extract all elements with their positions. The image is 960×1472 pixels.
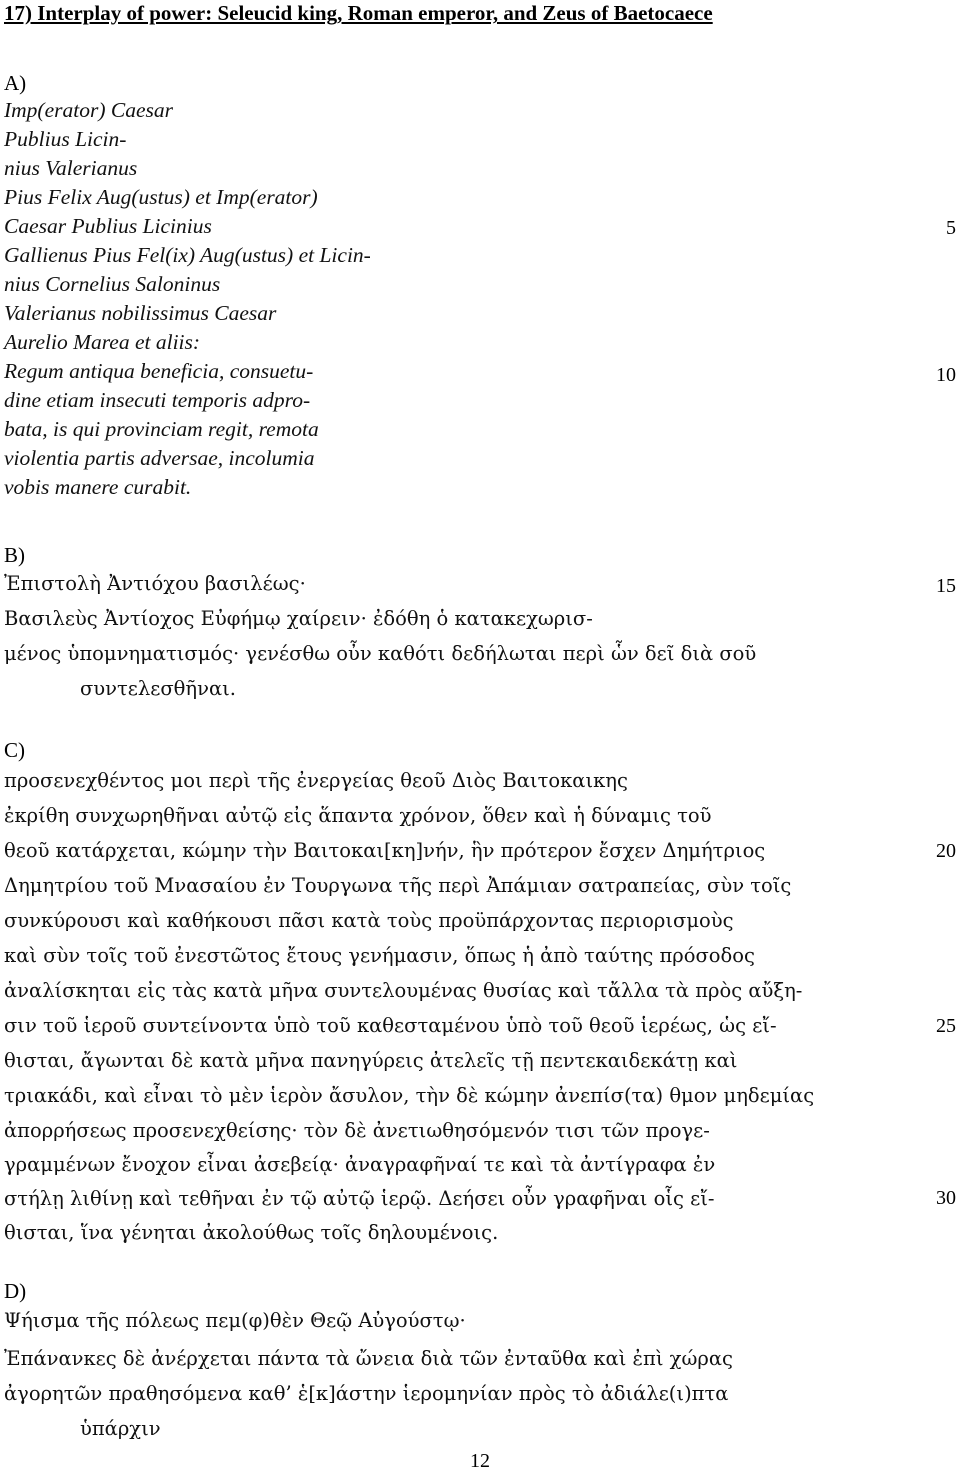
section-a-line: Valerianus nobilissimus Caesar [4, 301, 277, 325]
section-c-line: προσενεχθέντος μοι περὶ τῆς ἐνεργείας θεοῦ Διὸς Βαιτοκαικης [4, 769, 628, 792]
section-a-line: Regum antiqua beneficia, consuetu- [4, 359, 314, 383]
document-heading: 17) Interplay of power: Seleucid king, Roman emperor, and Zeus of Baetocaece [4, 1, 713, 25]
section-c-label: C) [4, 738, 25, 762]
margin-line-number: 5 [946, 217, 956, 239]
section-b-line: συντελεσθῆναι. [80, 677, 236, 700]
margin-line-number: 25 [936, 1015, 956, 1037]
section-a-line: Caesar Publius Licinius [4, 214, 212, 238]
section-d-line: ὑπάρχιν [80, 1417, 161, 1440]
section-d-line: ἀγορητῶν πραθησόμενα καθ’ ἑ[κ]άστην ἱερομηνίαν πρὸς τὸ ἀδιάλε(ι)πτα [4, 1382, 729, 1405]
section-a-line: Imp(erator) Caesar [4, 98, 173, 122]
section-a-line: dine etiam insecuti temporis adpro- [4, 388, 311, 412]
section-c-line: ἀναλίσκηται εἰς τὰς κατὰ μῆνα συντελουμένας θυσίας καὶ τἄλλα τὰ πρὸς αὔξη- [4, 979, 803, 1002]
section-a-line: nius Cornelius Saloninus [4, 272, 221, 296]
section-c-line: θισται, ἄγωνται δὲ κατὰ μῆνα πανηγύρεις ἀτελεῖς τῇ πεντεκαιδεκάτῃ καὶ [4, 1049, 738, 1072]
margin-line-number: 15 [936, 575, 956, 597]
section-b-line: μένος ὑπομνηματισμός· γενέσθω οὖν καθότι δεδήλωται περὶ ὧν δεῖ διὰ σοῦ [4, 642, 757, 665]
page-number: 12 [470, 1450, 490, 1472]
section-c-line: συνκύρουσι καὶ καθήκουσι πᾶσι κατὰ τοὺς προϋπάρχοντας περιορισμοὺς [4, 909, 734, 932]
section-a-line: Gallienus Pius Fel(ix) Aug(ustus) et Licin- [4, 243, 371, 267]
section-b-line: Βασιλεὺς Ἀντίοχος Εὐφήμῳ χαίρειν· ἐδόθη ὁ κατακεχωρισ- [4, 607, 593, 630]
section-b-label: B) [4, 543, 25, 567]
section-d-label: D) [4, 1279, 27, 1303]
section-c-line: τριακάδι, καὶ εἶναι τὸ μὲν ἱερὸν ἄσυλον, τὴν δὲ κώμην ἀνεπίσ(τα) θμον μηδεμίας [4, 1084, 815, 1107]
margin-line-number: 10 [936, 364, 956, 386]
section-c-line: θισται, ἵνα γένηται ἀκολούθως τοῖς δηλουμένοις. [4, 1221, 499, 1244]
section-c-line: καὶ σὺν τοῖς τοῦ ἐνεστῶτος ἔτους γενήμασιν, ὅπως ἡ ἀπὸ ταύτης πρόσοδος [4, 944, 755, 967]
section-a-line: Publius Licin- [4, 127, 127, 151]
section-b-line: Ἐπιστολὴ Ἀντιόχου βασιλέως· [4, 572, 306, 595]
section-a-line: bata, is qui provinciam regit, remota [4, 417, 319, 441]
section-c-line: στήλῃ λιθίνῃ καὶ τεθῆναι ἐν τῷ αὐτῷ ἱερῷ. Δεήσει οὖν γραφῆναι οἷς εἴ- [4, 1187, 715, 1210]
section-c-line: σιν τοῦ ἱεροῦ συντείνοντα ὑπὸ τοῦ καθεσταμένου ὑπὸ τοῦ θεοῦ ἱερέως, ὡς εἴ- [4, 1014, 777, 1037]
section-a-line: violentia partis adversae, incolumia [4, 446, 315, 470]
margin-line-number: 20 [936, 840, 956, 862]
section-a-line: Aurelio Marea et aliis: [4, 330, 201, 354]
section-d-line: Ἐπάνανκες δὲ ἀνέρχεται πάντα τὰ ὤνεια διὰ τῶν ἐνταῦθα καὶ ἐπὶ χώρας [4, 1347, 733, 1370]
section-c-line: ἀπορρήσεως προσενεχθείσης· τὸν δὲ ἀνετιωθησόμενόν τισι τῶν προγε- [4, 1119, 710, 1142]
section-c-line: ἐκρίθη συνχωρηθῆναι αὐτῷ εἰς ἅπαντα χρόνον, ὅθεν καὶ ἡ δύναμις τοῦ [4, 804, 712, 827]
margin-line-number: 30 [936, 1187, 956, 1209]
section-d-line: Ψήισμα τῆς πόλεως πεμ(φ)θὲν Θεῷ Αὐγούστῳ· [4, 1309, 466, 1332]
section-c-line: Δημητρίου τοῦ Μνασαίου ἐν Τουργωνα τῆς περὶ Ἀπάμιαν σατραπείας, σὺν τοῖς [4, 874, 792, 897]
section-a-label: A) [4, 71, 27, 95]
section-a-line: Pius Felix Aug(ustus) et Imp(erator) [4, 185, 318, 209]
section-c-line: θεοῦ κατάρχεται, κώμην τὴν Βαιτοκαι[κη]νήν, ἣν πρότερον ἔσχεν Δημήτριος [4, 839, 766, 862]
section-a-line: vobis manere curabit. [4, 475, 192, 499]
section-c-line: γραμμένων ἔνοχον εἶναι ἀσεβείᾳ· ἀναγραφῆναί τε καὶ τὰ ἀντίγραφα ἐν [4, 1153, 716, 1176]
section-a-line: nius Valerianus [4, 156, 138, 180]
